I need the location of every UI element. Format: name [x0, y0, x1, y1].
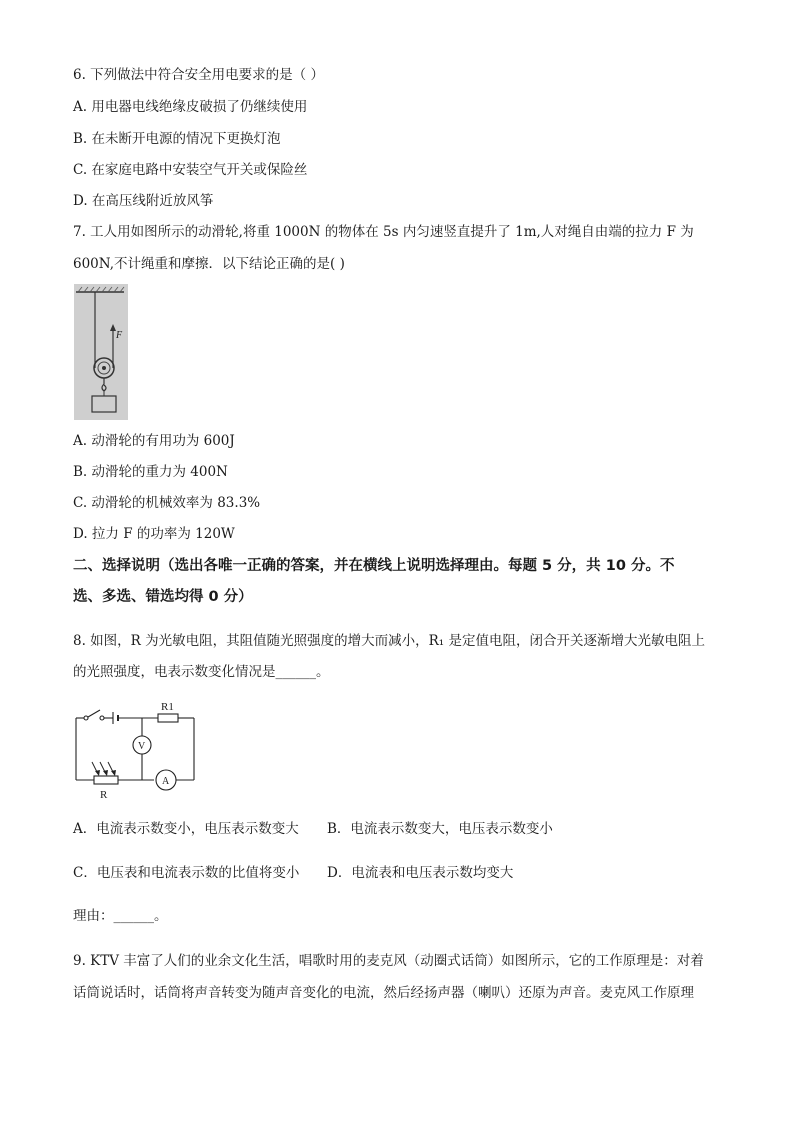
- resistor-r1: [158, 714, 178, 722]
- section2-heading-line1: 二、选择说明（选出各唯一正确的答案，并在横线上说明选择理由。每题 5 分，共 10 分。不: [73, 558, 675, 574]
- pulley-figure-background: [74, 284, 128, 420]
- q7-option-c: C. 动滑轮的机械效率为 83.3%: [73, 495, 261, 511]
- switch-lever: [88, 710, 100, 717]
- q7-stem-line2: 600N,不计绳重和摩擦．以下结论正确的是( ): [73, 256, 345, 272]
- voltmeter-label: V: [138, 741, 146, 752]
- q6-option-d: D. 在高压线附近放风筝: [73, 193, 214, 209]
- q6-option-c: C. 在家庭电路中安装空气开关或保险丝: [73, 162, 308, 178]
- pulley-axle: [102, 366, 106, 370]
- q6-stem: 6. 下列做法中符合安全用电要求的是（ ）: [73, 67, 324, 83]
- q8-option-d: D．电流表和电压表示数均变大: [327, 865, 514, 881]
- switch-contact-left: [84, 716, 88, 720]
- circuit-diagram: [70, 700, 200, 802]
- q8-stem-line1: 8. 如图，R 为光敏电阻，其阻值随光照强度的增大而减小，R₁ 是定值电阻，闭合开关逐渐增大光敏电阻上: [73, 633, 705, 649]
- section2-heading-line2: 选、多选、错选均得 0 分）: [73, 589, 253, 605]
- q8-reason: 理由：______。: [73, 908, 168, 924]
- q6-option-b: B. 在未断开电源的情况下更换灯泡: [73, 131, 281, 147]
- q8-option-c: C．电压表和电流表示数的比值将变小: [73, 865, 300, 881]
- light-arrows: [92, 762, 114, 774]
- q8-stem-line2: 的光照强度，电表示数变化情况是______。: [73, 664, 330, 680]
- q7-stem-line1: 7. 工人用如图所示的动滑轮,将重 1000N 的物体在 5s 内匀速竖直提升了 1m,人对绳自由端的拉力 F 为: [73, 224, 694, 240]
- q9-line1: 9. KTV 丰富了人们的业余文化生活，唱歌时用的麦克风（动圈式话筒）如图所示，它的工作原理是：对着: [73, 953, 704, 969]
- q8-option-b: B．电流表示数变大，电压表示数变小: [327, 821, 553, 837]
- q8-option-a: A．电流表示数变小，电压表示数变大: [73, 821, 299, 837]
- r1-label: R1: [161, 701, 174, 713]
- photoresistor-r: [94, 776, 118, 784]
- photoresistor-label: R: [100, 789, 108, 801]
- q7-option-b: B. 动滑轮的重力为 400N: [73, 464, 228, 480]
- switch-contact-right: [100, 716, 104, 720]
- q6-option-a: A. 用电器电线绝缘皮破损了仍继续使用: [73, 99, 308, 115]
- light-arrow-heads: [95, 770, 116, 776]
- ammeter-label: A: [162, 776, 170, 787]
- pulley-figure: [74, 284, 128, 420]
- force-label: F: [116, 330, 123, 341]
- q7-option-a: A. 动滑轮的有用功为 600J: [73, 433, 235, 449]
- q7-option-d: D. 拉力 F 的功率为 120W: [73, 526, 235, 542]
- q9-line2: 话筒说话时，话筒将声音转变为随声音变化的电流，然后经扬声器（喇叭）还原为声音。麦克风工作原理: [73, 985, 694, 1001]
